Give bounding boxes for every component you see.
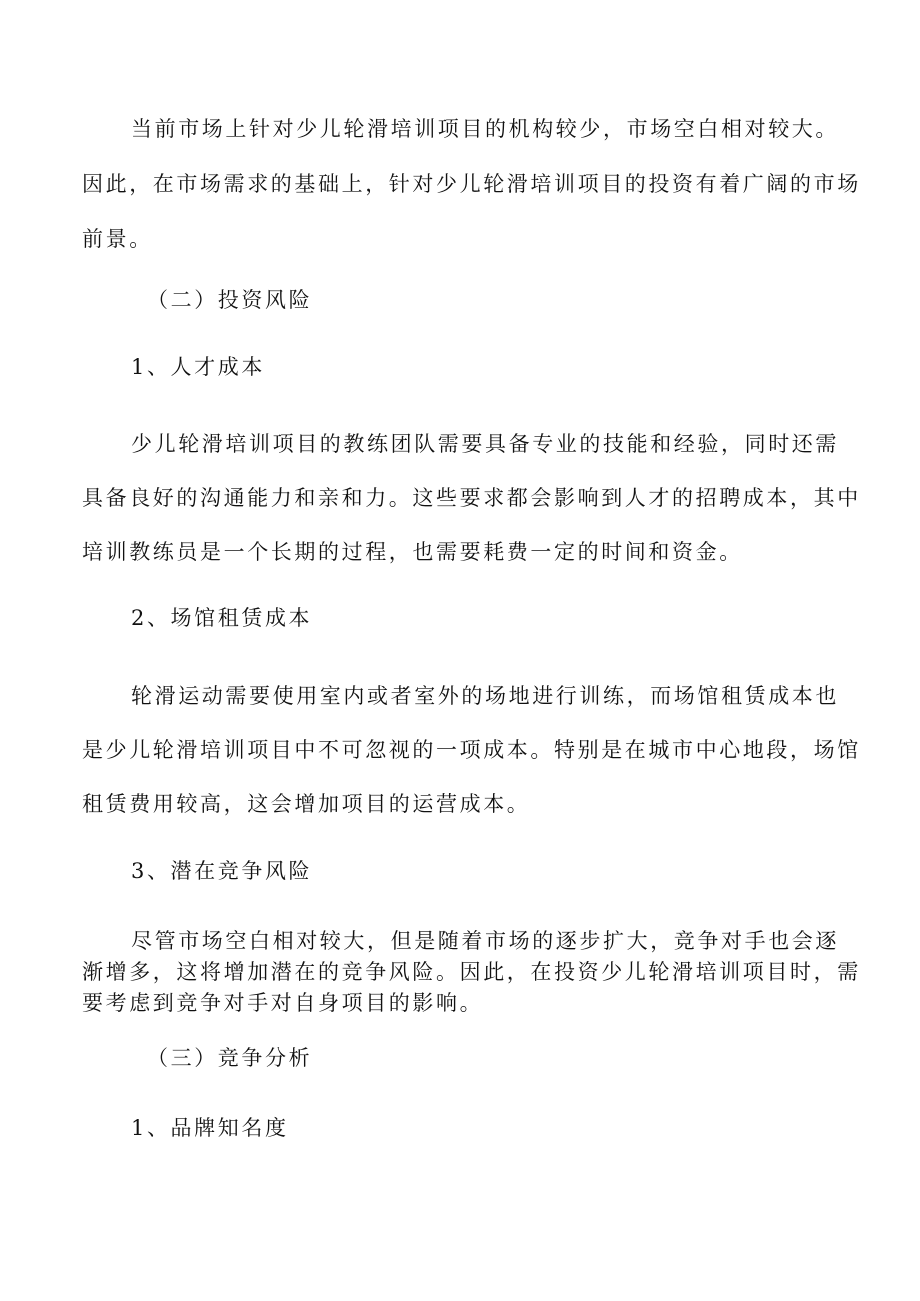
paragraph-line: 轮滑运动需要使用室内或者室外的场地进行训练，而场馆租赁成本也 (131, 684, 839, 708)
paragraph-line: 少儿轮滑培训项目的教练团队需要具备专业的技能和经验，同时还需 (131, 432, 839, 456)
paragraph-line: 要考虑到竞争对手对自身项目的影响。 (82, 991, 484, 1015)
subsection-heading: 1、品牌知名度 (131, 1116, 289, 1140)
paragraph-line: 具备良好的沟通能力和亲和力。这些要求都会影响到人才的招聘成本，其中 (82, 486, 861, 510)
subsection-heading: 2、场馆租赁成本 (131, 606, 313, 630)
paragraph-line: 当前市场上针对少儿轮滑培训项目的机构较少，市场空白相对较大。 (131, 117, 839, 141)
paragraph-line: 尽管市场空白相对较大，但是随着市场的逐步扩大，竞争对手也会逐 (131, 929, 839, 953)
paragraph-line: 渐增多，这将增加潜在的竞争风险。因此，在投资少儿轮滑培训项目时，需 (82, 960, 861, 984)
paragraph-line: 租赁费用较高，这会增加项目的运营成本。 (82, 792, 531, 816)
subsection-heading: 3、潜在竞争风险 (131, 859, 313, 883)
subsection-heading: 1、人才成本 (131, 355, 265, 379)
paragraph-line: 前景。 (82, 227, 153, 251)
section-heading: （二）投资风险 (147, 288, 313, 312)
paragraph-line: 是少儿轮滑培训项目中不可忽视的一项成本。特别是在城市中心地段，场馆 (82, 738, 861, 762)
paragraph-line: 因此，在市场需求的基础上，针对少儿轮滑培训项目的投资有着广阔的市场 (82, 172, 861, 196)
paragraph-line: 培训教练员是一个长期的过程，也需要耗费一定的时间和资金。 (82, 540, 743, 564)
section-heading: （三）竞争分析 (147, 1046, 313, 1070)
